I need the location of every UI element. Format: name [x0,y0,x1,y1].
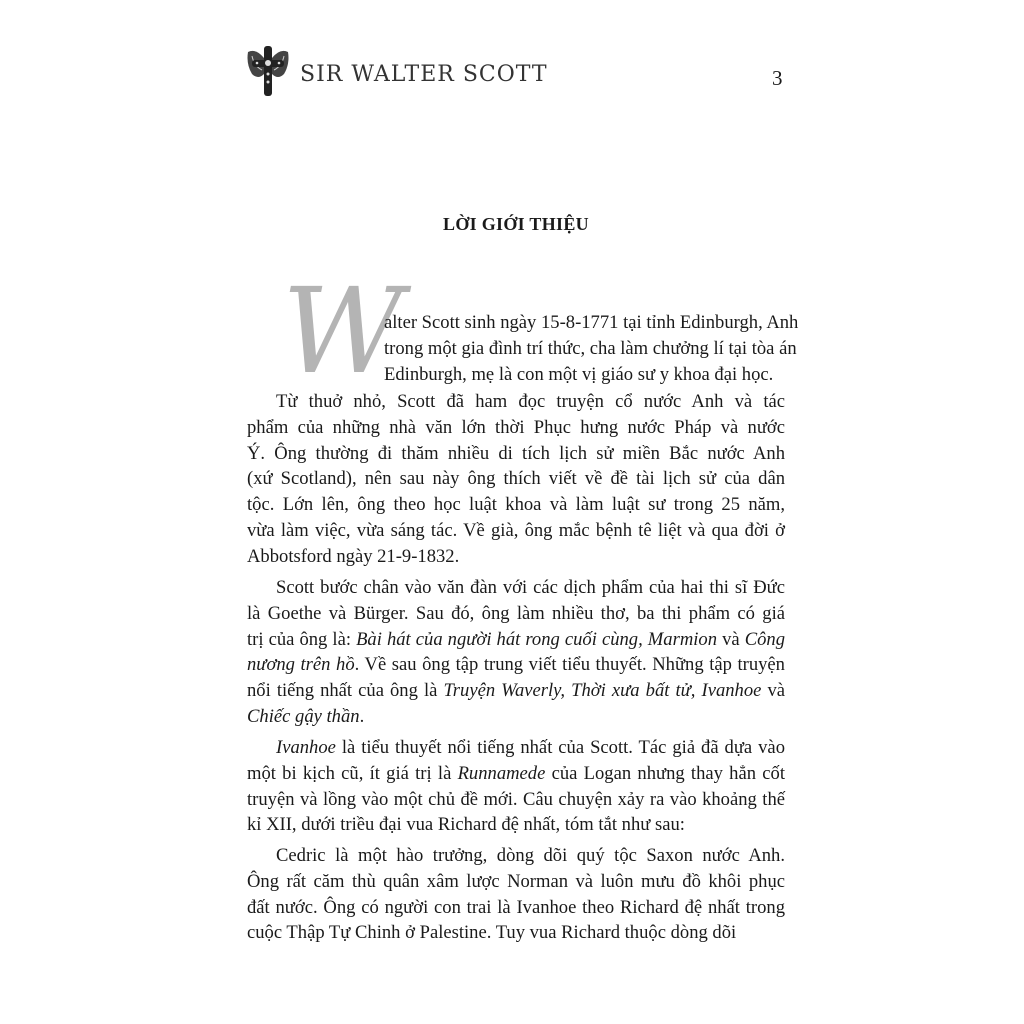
text-line [247,441,785,467]
text-segment: của Logan nhưng thay hẳn cốt [545,762,785,784]
text-segment: là tiểu thuyết nổi tiếng nhất của Scott. Tác giả đã dựa vào [335,737,785,758]
drop-cap: W [282,262,404,400]
text-line [247,812,785,838]
text-segment: . Về sau ông tập trung viết tiểu thuyết. Những tập truyện [354,654,785,676]
text-segment: (xứ Scotland), nên sau này ông thích viết về đề tài lịch sử của dân [247,468,785,490]
paragraph-2 [247,389,785,570]
italic-title-text: Runnamede [457,762,546,784]
paragraph-5 [247,843,785,946]
text-line [247,415,785,441]
text-segment: Scott bước chân vào văn đàn với các dịch phẩm của hai thi sĩ Đức [276,577,785,598]
text-line [247,761,785,787]
text-line [247,466,785,492]
text-line [247,544,785,570]
text-segment: cuộc Thập Tự Chinh ở Palestine. Tuy vua Richard thuộc dòng dõi [247,922,737,944]
text-line [247,704,785,730]
italic-title-text: Truyện Waverly, Thời xưa bất tử, Ivanhoe [443,680,762,702]
text-segment: đất nước. Ông có người con trai là Ivanhoe theo Richard đệ nhất trong [247,896,785,918]
text-segment: nổi tiếng nhất của ông là [247,680,444,702]
winged-cross-icon [244,44,292,98]
text-line [247,787,785,813]
italic-title-text: Công [744,628,785,650]
text-line [247,843,785,869]
text-line [247,518,785,544]
text-segment: alter Scott sinh ngày 15-8-1771 tại tỉnh Edinburgh, Anh [384,312,799,333]
text-segment: Từ thuở nhỏ, Scott đã ham đọc truyện cổ nước Anh và tác [276,391,785,412]
text-line [247,389,785,415]
text-segment: kỉ XII, dưới triều đại vua Richard đệ nhất, tóm tắt như sau: [247,814,685,836]
italic-title-text: nương trên hồ [247,654,355,676]
italic-title-text: Ivanhoe [276,737,336,758]
text-segment: vừa làm việc, vừa sáng tác. Về già, ông mắc bệnh tê liệt và qua đời ở [247,519,785,541]
text-line [384,336,797,362]
running-title: SIR WALTER SCOTT [300,62,548,87]
text-segment: và [717,628,745,650]
italic-title-text: Chiếc gậy thần [247,705,360,727]
text-segment: một bi kịch cũ, ít giá trị là [247,762,458,784]
text-segment: Cedric là một hào trưởng, dòng dõi quý tộc Saxon nước Anh. [276,845,785,866]
italic-title-text: Bài hát của người hát rong cuối cùng, Marmion [356,628,718,650]
text-segment: Abbotsford ngày 21-9-1832. [247,545,460,567]
text-line [247,627,785,653]
text-segment: Ông rất căm thù quân xâm lược Norman và luôn mưu đồ khôi phục [247,870,785,892]
text-segment: tộc. Lớn lên, ông theo học luật khoa và làm luật sư trong 25 năm, [247,494,785,516]
text-line [384,362,785,388]
paragraph-1 [384,310,799,387]
text-segment: Ý. Ông thường đi thăm nhiều di tích lịch sử miền Bắc nước Anh [247,442,785,464]
text-line [247,735,785,761]
text-segment: trong một gia đình trí thức, cha làm chưởng lí tại tòa án [384,337,797,359]
text-line [247,492,785,518]
text-segment: Edinburgh, mẹ là con một vị giáo sư y khoa đại học. [384,363,774,385]
paragraph-3 [247,575,785,730]
text-line [247,869,785,895]
chapter-title: LỜI GIỚI THIỆU [443,214,589,234]
text-segment: và [761,680,786,702]
text-line [247,895,785,921]
text-line [384,310,799,336]
text-segment: là Goethe và Bürger. Sau đó, ông làm nhiều thơ, ba thi phẩm có giá [247,602,785,624]
text-segment: phẩm của những nhà văn lớn thời Phục hưng nước Pháp và nước [247,416,785,438]
text-segment: . [359,705,365,727]
text-segment: truyện và lồng vào một chủ đề mới. Câu chuyện xảy ra vào khoảng thế [247,788,785,810]
text-line [247,601,785,627]
text-line [247,678,785,704]
paragraph-4 [247,735,785,838]
page-number: 3 [772,66,783,90]
text-line [247,575,785,601]
text-line [247,652,785,678]
text-segment: trị của ông là: [247,628,357,650]
text-line [247,920,785,946]
